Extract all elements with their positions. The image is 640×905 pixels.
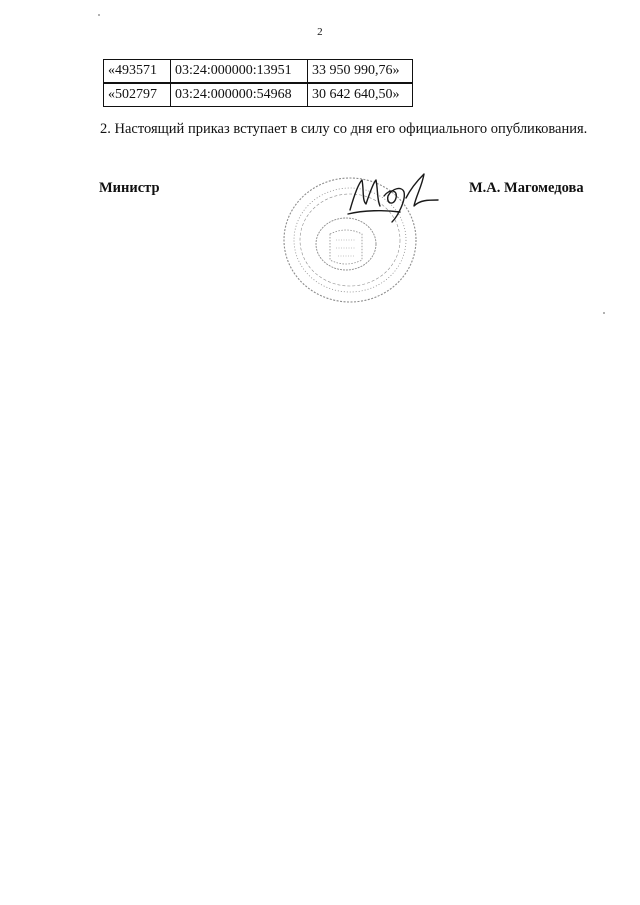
table-cell-cadastral-value: 30 642 640,50» [308,83,413,107]
scan-speck [603,312,605,314]
page-number: 2 [317,26,323,38]
cadastral-value-table [103,59,413,107]
scan-speck [98,14,100,16]
table-cell-object-number: «502797 [104,83,171,107]
handwritten-signature [344,166,444,226]
table-cell-cadastral-value: 33 950 990,76» [308,60,413,84]
table-cell-cadastral-number: 03:24:000000:13951 [171,60,308,84]
signer-position: Министр [99,180,160,196]
table-row [104,60,413,84]
signer-name: М.А. Магомедова [469,180,584,196]
order-clause: 2. Настоящий приказ вступает в силу со дня его официального опубликования. [100,121,588,137]
table-row [104,83,413,107]
table-cell-cadastral-number: 03:24:000000:54968 [171,83,308,107]
table-cell-object-number: «493571 [104,60,171,84]
